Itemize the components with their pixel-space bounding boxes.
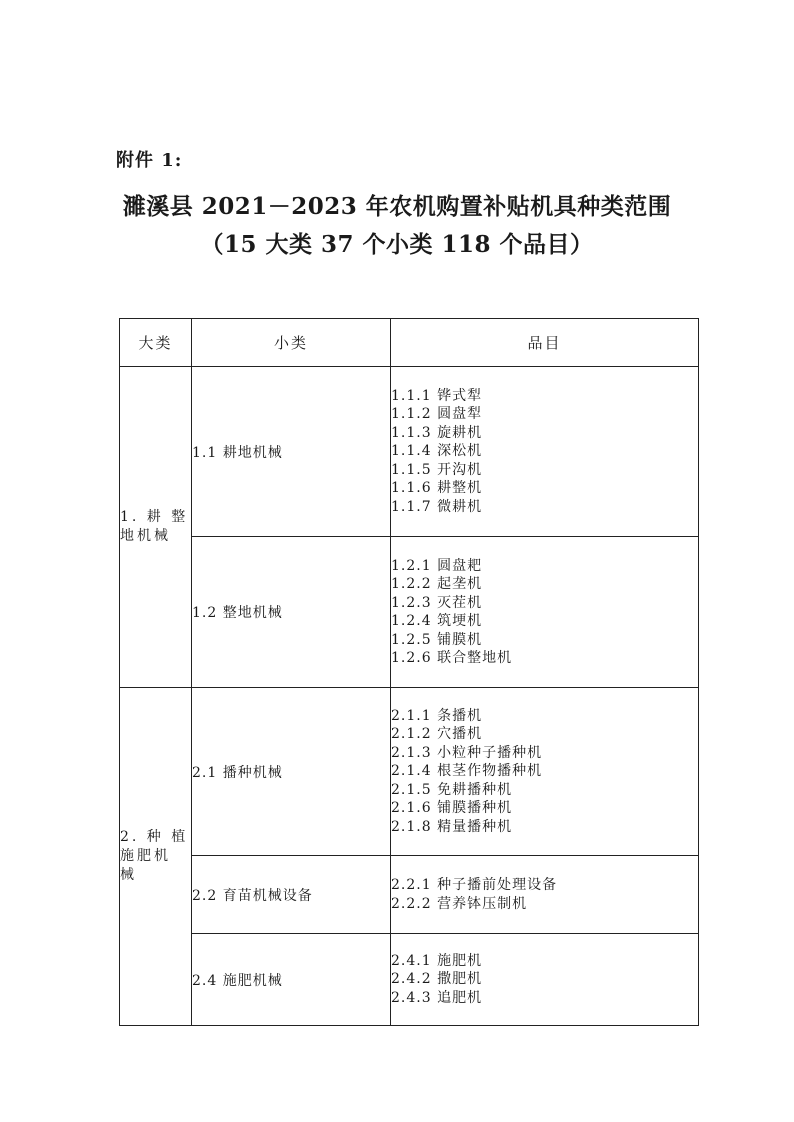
list-item: 1.2.1 圆盘耙: [391, 557, 483, 574]
items-cell: [391, 688, 699, 856]
header-items: 品目: [391, 319, 699, 367]
major-category-cell: [120, 367, 192, 688]
item-list: [391, 707, 698, 837]
table-row: [120, 934, 699, 1026]
list-item: 2.1.1 条播机: [391, 707, 483, 724]
table-row: [120, 367, 699, 537]
list-item: 1.2.6 联合整地机: [391, 650, 513, 666]
attachment-label: 附件 1:: [116, 150, 183, 171]
list-item: 1.2.4 筑埂机: [391, 613, 483, 629]
list-item: 1.2.2 起垄机: [391, 576, 483, 592]
items-cell: [391, 537, 699, 688]
list-item: 2.4.1 施肥机: [391, 952, 483, 969]
header-minor-category: 小类: [192, 319, 391, 367]
list-item: 1.1.4 深松机: [391, 443, 483, 460]
list-item: 2.1.2 穴播机: [391, 726, 483, 743]
document-subtitle: （15 大类 37 个小类 118 个品目）: [200, 231, 594, 258]
list-item: 2.1.3 小粒种子播种机: [391, 744, 543, 761]
table-row: [120, 688, 699, 856]
list-item: 1.1.6 耕整机: [391, 480, 483, 497]
minor-category-cell: 2.1 播种机械: [192, 688, 391, 856]
major-category-label: 地机械: [120, 528, 171, 544]
list-item: 2.2.1 种子播前处理设备: [391, 877, 558, 893]
table-row: [120, 856, 699, 934]
list-item: 1.1.7 微耕机: [391, 498, 483, 515]
list-item: 1.1.5 开沟机: [391, 461, 483, 478]
major-category-label: 2. 种 植: [120, 829, 189, 845]
major-category-label: 施肥机: [120, 848, 171, 864]
list-item: 1.1.3 旋耕机: [391, 424, 483, 441]
list-item: 1.1.1 铧式犁: [391, 387, 483, 404]
list-item: 2.2.2 营养钵压制机: [391, 895, 528, 912]
list-item: 2.1.6 铺膜播种机: [391, 800, 513, 817]
items-cell: [391, 934, 699, 1026]
list-item: 2.4.2 撒肥机: [391, 971, 483, 988]
item-list: [391, 876, 698, 913]
table-header-row: [120, 319, 699, 367]
list-item: 2.4.3 追肥机: [391, 989, 483, 1006]
major-category-label: 械: [120, 867, 137, 883]
document-title: 濉溪县 2021－2023 年农机购置补贴机具种类范围: [122, 193, 672, 220]
minor-category-cell: 1.2 整地机械: [192, 537, 391, 688]
item-list: [391, 952, 698, 1008]
header-major-category: 大类: [120, 319, 192, 367]
list-item: 1.2.5 铺膜机: [391, 631, 483, 648]
list-item: 2.1.4 根茎作物播种机: [391, 763, 543, 780]
minor-category-cell: 2.4 施肥机械: [192, 934, 391, 1026]
major-category-label: 1. 耕 整: [120, 509, 189, 525]
list-item: 2.1.8 精量播种机: [391, 818, 513, 835]
subsidy-catalog-table: [119, 318, 699, 1026]
list-item: 2.1.5 免耕播种机: [391, 781, 513, 798]
list-item: 1.2.3 灭茬机: [391, 594, 483, 611]
list-item: 1.1.2 圆盘犁: [391, 406, 483, 423]
table-row: [120, 537, 699, 688]
minor-category-cell: 2.2 育苗机械设备: [192, 856, 391, 934]
item-list: [391, 557, 698, 668]
items-cell: [391, 856, 699, 934]
item-list: [391, 387, 698, 517]
major-category-cell: [120, 688, 192, 1026]
items-cell: [391, 367, 699, 537]
minor-category-cell: 1.1 耕地机械: [192, 367, 391, 537]
